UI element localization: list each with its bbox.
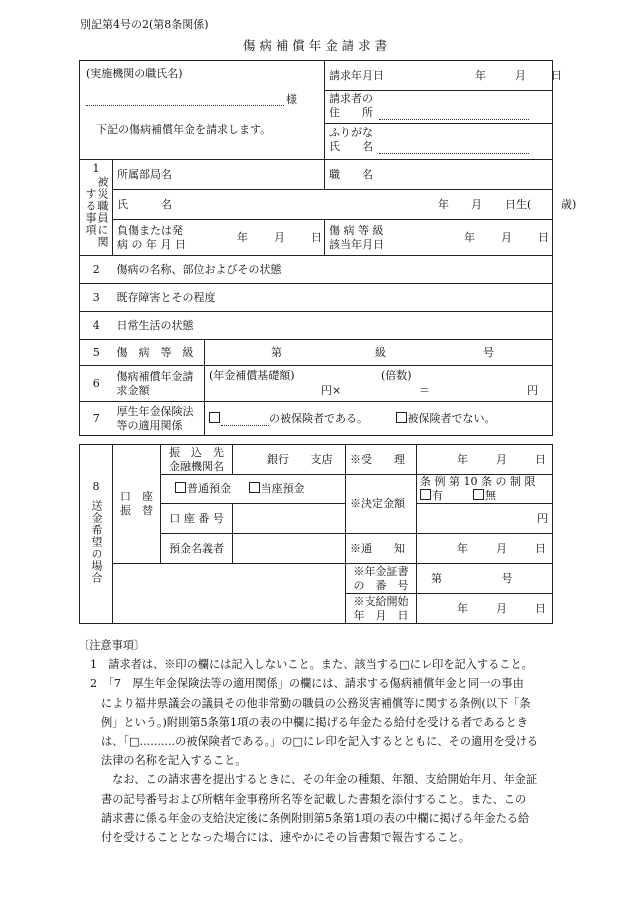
org-label: (実施機関の職氏名) [86, 67, 183, 80]
section-8-number: 8 [92, 480, 100, 493]
existing-disability-cell[interactable] [113, 284, 553, 312]
bank-label-cell [161, 445, 233, 475]
start-date-label-cell [346, 594, 417, 624]
section-1-side-label: 被災職員に関 [96, 176, 109, 248]
current-deposit-checkbox[interactable] [249, 482, 260, 493]
received-date-cell[interactable] [417, 445, 553, 475]
address-line [379, 109, 529, 120]
certificate-dai-label: 第 [431, 571, 442, 585]
section-7-number: 7 [80, 402, 113, 436]
annuity-amount-label-2: 求金額 [116, 383, 150, 397]
notes-heading: 〔注意事項〕 [78, 639, 146, 652]
section-2-number: 2 [80, 256, 113, 284]
limit-no-label: 無 [485, 489, 496, 502]
transfer-label: 振 替 [120, 504, 153, 517]
pension-law-label-cell [113, 402, 205, 436]
limit-no-checkbox[interactable] [473, 489, 484, 500]
certificate-go-label: 号 [501, 571, 513, 585]
injury-name-label: 傷病の名称、部位およびその状態 [116, 262, 282, 276]
month-label: 月 [496, 601, 507, 615]
section-1-number: 1 [92, 162, 100, 175]
birth-day-label: 日生( [505, 198, 532, 211]
note-3-line-2: 書の記号番号および所轄年金事務所名等を記載した書類を添付すること。また、この [101, 792, 527, 806]
current-deposit-label: 当座預金 [260, 482, 305, 495]
day-label: 日 [535, 541, 546, 555]
month-label: 月 [496, 452, 507, 466]
year-label: 年 [475, 69, 487, 82]
section-8-side [80, 445, 113, 624]
received-label: ※受 理 [346, 445, 417, 475]
start-date-label-1: ※支給開始 [353, 594, 409, 608]
account-number-label: 口 座 番 号 [161, 504, 233, 534]
annuity-amount-label-1: 傷病補償年金請 [116, 369, 194, 383]
ordinary-deposit-checkbox[interactable] [175, 482, 186, 493]
address-label-1: 請求者の [329, 92, 374, 106]
day-label: 日 [538, 230, 550, 244]
year-label: 年 [457, 452, 468, 466]
start-date-label-2: 年 月 日 [353, 608, 409, 622]
certificate-label-2: の 番 号 [353, 578, 409, 592]
pension-law-label-2: 等の適用関係 [116, 418, 183, 432]
bank-name-cell[interactable] [233, 445, 346, 475]
ordinance-limit-cell[interactable] [417, 475, 553, 504]
post-cell[interactable] [325, 160, 553, 190]
yen-label: 円 [527, 384, 538, 397]
request-date-cell[interactable] [325, 61, 563, 91]
deposit-type-cell[interactable] [161, 475, 346, 504]
daily-life-cell[interactable] [113, 312, 553, 340]
form-reference: 別記第4号の2(第8条関係) [80, 18, 209, 31]
certificate-label-1: ※年金証書 [353, 564, 409, 578]
bank-label-2: 金融機関名 [169, 459, 224, 473]
note-3-line-4: 付を受けることとなった場合には、速やかにその旨書類で報告すること。 [101, 831, 471, 845]
ordinance-limit-label: 条 例 第 10 条 の 制 限 [420, 475, 536, 488]
account-holder-label: 預金名義者 [161, 534, 233, 564]
injury-date-label-2: 病 の 年 月 日 [117, 237, 186, 251]
note-2-line-5: 法律の名称を記入すること。 [101, 754, 247, 768]
note-2-line-1: 2 「7 厚生年金保険法等の適用関係」の欄には、請求する傷病補償年金と同一の事由 [90, 677, 524, 691]
grade-dai-label: 第 [271, 346, 282, 359]
department-cell[interactable] [113, 160, 325, 190]
yen-times-label: 円× [321, 384, 342, 397]
month-label: 月 [274, 230, 286, 244]
post-label: 職 名 [329, 167, 374, 181]
note-2-line-3: 例」という。)附則第5条第1項の表の中欄に掲げる年金たる給付を受ける者であるとき [101, 715, 528, 729]
injury-grade-cell[interactable] [205, 340, 553, 366]
name-line [379, 143, 529, 154]
request-date-label: 請求年月日 [329, 68, 385, 82]
decided-amount-label: ※決定金額 [346, 475, 417, 534]
section-6-number: 6 [80, 366, 113, 402]
certificate-number-cell[interactable] [417, 564, 553, 594]
claim-form-main [79, 60, 577, 436]
account-holder-cell[interactable] [233, 534, 346, 564]
decided-amount-cell[interactable] [417, 504, 553, 534]
section-4-number: 4 [80, 312, 113, 340]
multiplier-label: (倍数) [381, 369, 412, 382]
section-1-side-label-2: する事項 [84, 188, 97, 236]
claimant-name-cell[interactable] [325, 123, 553, 159]
note-3-line-1: なお、この請求書を提出するときに、その年金の種類、年額、支給開始年月、年金証 [112, 773, 538, 787]
worker-name-label: 氏 名 [117, 197, 172, 211]
grade-date-cell[interactable] [325, 220, 553, 256]
grade-date-label-1: 傷 病 等 級 [329, 223, 384, 237]
pension-law-cell[interactable] [205, 402, 553, 436]
note-2-line-4: は、「□..........の被保険者である。」の□にレ印を記入するとともに、その適用を受ける [101, 735, 539, 749]
not-insured-option-label: 被保険者でない。 [407, 411, 496, 425]
notes-section [80, 636, 552, 847]
note-2-line-2: により福井県議会の議員その他非常勤の職員の公務災害補償等に関する条例(以下「条 [101, 696, 531, 710]
insured-checkbox[interactable] [209, 412, 220, 423]
notice-date-cell[interactable] [417, 534, 553, 564]
day-label: 日 [311, 230, 323, 244]
not-insured-checkbox[interactable] [396, 412, 407, 423]
start-date-cell[interactable] [417, 594, 553, 624]
notice-label: ※通 知 [346, 534, 417, 564]
year-label: 年 [457, 601, 468, 615]
day-label: 日 [551, 69, 563, 82]
department-label: 所属部局名 [117, 167, 172, 181]
year-label: 年 [237, 230, 249, 244]
annuity-amount-label-cell [113, 366, 205, 402]
ordinary-deposit-label: 普通預金 [187, 482, 231, 495]
daily-life-label: 日常生活の状態 [116, 318, 194, 332]
birth-year-label: 年 [438, 198, 449, 211]
base-amount-label: (年金補償基礎額) [209, 369, 295, 382]
day-label: 日 [535, 452, 546, 466]
remittance-table [79, 444, 553, 624]
grade-date-label-2: 該当年月日 [329, 237, 385, 251]
age-label: 歳) [561, 198, 577, 211]
bank-label-1: 振 込 先 [169, 445, 224, 459]
account-number-cell[interactable] [233, 504, 346, 534]
certificate-label-cell [346, 564, 417, 594]
injury-grade-label-cell [113, 340, 205, 366]
annuity-amount-cell[interactable] [205, 366, 553, 402]
form-title: 傷 病 補 償 年 金 請 求 書 [242, 38, 388, 53]
limit-yes-label: 有 [432, 489, 443, 502]
address-label-2: 住 所 [329, 106, 374, 120]
year-label: 年 [464, 230, 476, 244]
section-3-number: 3 [80, 284, 113, 312]
grade-go-label: 号 [483, 346, 494, 359]
month-label: 月 [496, 541, 507, 555]
limit-yes-checkbox[interactable] [420, 489, 431, 500]
injury-date-label-1: 負傷または発 [117, 223, 183, 237]
section-8-side-label: 送金希望の場合 [90, 500, 103, 584]
injury-grade-label: 傷 病 等 級 [116, 345, 194, 359]
account-label: 口 座 [120, 490, 153, 503]
yen-label: 円 [537, 511, 548, 525]
insured-option-label: の被保険者である。 [269, 411, 368, 425]
furigana-label: ふりがな [329, 125, 374, 139]
pension-law-label-1: 厚生年金保険法 [116, 404, 194, 418]
grade-kyu-label: 級 [375, 346, 386, 359]
account-transfer-label-cell [113, 445, 161, 564]
addressee-line [86, 95, 284, 106]
day-label: 日 [535, 601, 546, 615]
remittance-blank-cell[interactable] [113, 564, 346, 624]
existing-disability-label: 既存障害とその程度 [116, 290, 216, 304]
branch-suffix: 支店 [310, 452, 333, 466]
claimant-address-cell[interactable] [325, 91, 553, 123]
note-3-line-3: 請求書に係る年金の支給決定後に条例附則第5条第1項の表の中欄に掲げる年金たる給 [101, 811, 530, 825]
worker-name-cell[interactable] [113, 190, 577, 220]
sama-label: 様 [286, 93, 297, 106]
year-label: 年 [457, 541, 468, 555]
injury-date-cell[interactable] [113, 220, 325, 256]
law-name-line [221, 415, 269, 426]
bank-suffix: 銀行 [267, 452, 289, 466]
request-statement: 下記の傷病補償年金を請求します。 [96, 123, 272, 136]
name-label: 氏 名 [329, 139, 374, 153]
addressee-block[interactable] [80, 61, 325, 160]
note-1: 1 請求者は、※印の欄には記入しないこと。また、該当する□にレ印を記入すること。 [90, 658, 533, 672]
month-label: 月 [515, 69, 527, 82]
equals-label: ＝ [419, 384, 430, 397]
month-label: 月 [501, 230, 513, 244]
injury-name-cell[interactable] [113, 256, 553, 284]
section-1-side [80, 160, 113, 256]
birth-month-label: 月 [471, 198, 482, 211]
section-5-number: 5 [80, 340, 113, 366]
